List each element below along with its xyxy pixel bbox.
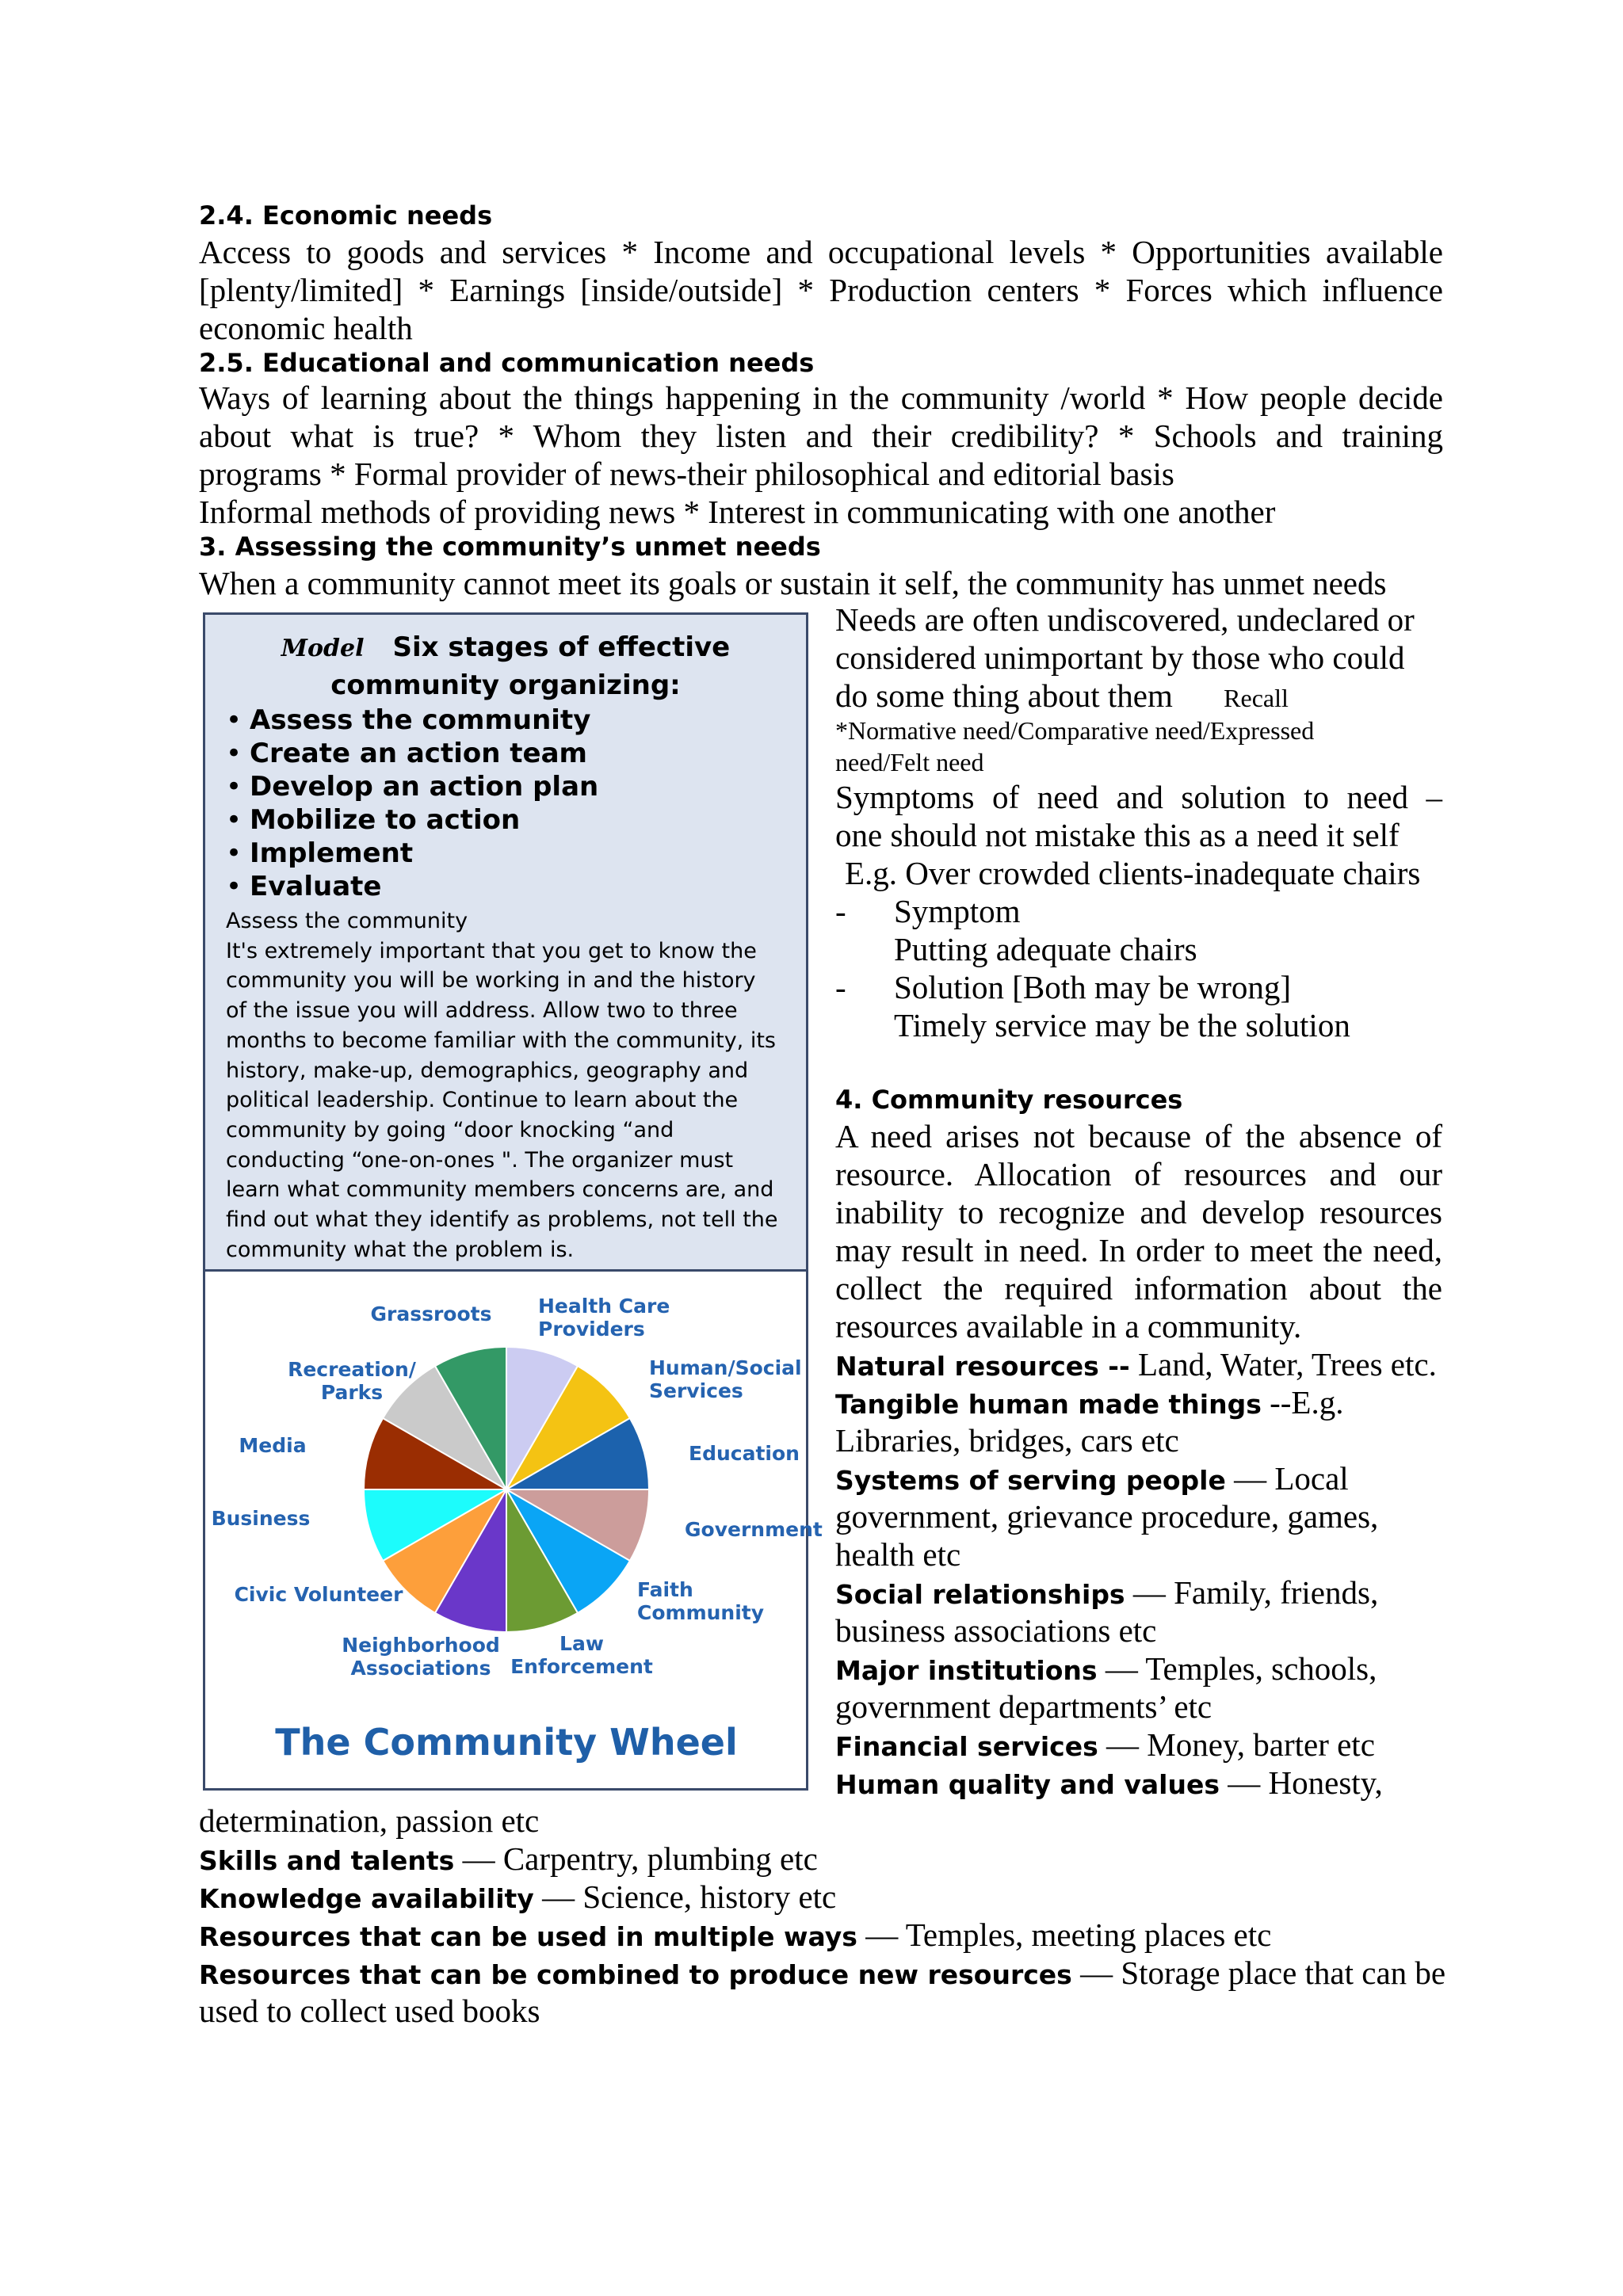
resource-text: --E.g. bbox=[1261, 1384, 1344, 1421]
resource-label: Major institutions bbox=[835, 1655, 1098, 1686]
resource-item bbox=[835, 1383, 1343, 1424]
economic-needs-line-3: economic health bbox=[199, 310, 413, 346]
resources-line-1: A need arises not because of the absence of bbox=[835, 1118, 1442, 1154]
symptom-label: Symptom bbox=[894, 893, 1021, 929]
resource-text: health etc bbox=[835, 1536, 961, 1573]
resources-line-2: resource. Allocation of resources and our bbox=[835, 1156, 1442, 1192]
model-title-line-1 bbox=[205, 629, 806, 667]
box-body-line: community what the problem is. bbox=[226, 1237, 575, 1262]
resource-text: — Temples, schools, bbox=[1097, 1650, 1377, 1687]
box-body-line: political leadership. Continue to learn about the bbox=[226, 1088, 739, 1113]
resource-label: Financial services bbox=[835, 1731, 1098, 1762]
box-body-line: community you will be working in and the history bbox=[226, 968, 756, 994]
resource-text: — Carpentry, plumbing etc bbox=[454, 1840, 818, 1877]
stage-item: • Develop an action plan bbox=[226, 770, 806, 803]
resource-continuation: determination, passion etc bbox=[199, 1802, 540, 1839]
resource-item bbox=[199, 1992, 540, 2032]
stage-item: • Mobilize to action bbox=[226, 803, 806, 837]
resource-item bbox=[835, 1535, 960, 1576]
educational-needs-line-2: about what is true? * Whom they listen and their credibility? * Schools and training bbox=[199, 418, 1443, 454]
economic-needs-line-2: [plenty/limited] * Earnings [inside/outside] * Production centers * Forces which influence bbox=[199, 272, 1443, 308]
model-title-text: Six stages of effective bbox=[392, 631, 731, 663]
model-title-line-2: community organizing: bbox=[330, 669, 681, 701]
resource-text: business associations etc bbox=[835, 1612, 1157, 1649]
need-types-line-2: need/Felt need bbox=[835, 748, 984, 776]
resource-item bbox=[835, 1345, 1437, 1386]
stage-item: • Evaluate bbox=[226, 870, 806, 903]
model-box bbox=[203, 612, 808, 1272]
resource-text: used to collect used books bbox=[199, 1993, 540, 2029]
resource-item bbox=[199, 1840, 818, 1880]
resource-item bbox=[835, 1726, 1375, 1766]
need-types-line-1: *Normative need/Comparative need/Expressed bbox=[835, 716, 1315, 745]
resource-text: — Money, barter etc bbox=[1098, 1726, 1375, 1763]
resource-text: government departments’ etc bbox=[835, 1688, 1212, 1725]
educational-needs-line-3: programs * Formal provider of news-their philosophical and editorial basis bbox=[199, 456, 1174, 492]
wheel-label: Civic Volunteer bbox=[234, 1583, 403, 1606]
putting-chairs: Putting adequate chairs bbox=[894, 931, 1197, 967]
resource-label: Knowledge availability bbox=[199, 1883, 534, 1914]
resource-label: Resources that can be combined to produce new resources bbox=[199, 1959, 1072, 1990]
box-body-line: community by going “door knocking “and bbox=[226, 1117, 674, 1142]
example-line: E.g. Over crowded clients-inadequate chairs bbox=[845, 855, 1421, 891]
stage-item: • Create an action team bbox=[226, 737, 806, 770]
symptoms-line-1: Symptoms of need and solution to need – bbox=[835, 779, 1442, 815]
resource-label: Social relationships bbox=[835, 1579, 1125, 1610]
right-line-2: considered unimportant by those who could bbox=[835, 639, 1405, 676]
wheel-label: Health Care Providers bbox=[538, 1295, 670, 1341]
box-body-line: learn what community members concerns are, and bbox=[226, 1177, 774, 1203]
resource-item bbox=[835, 1459, 1349, 1500]
wheel-label: Grassroots bbox=[370, 1302, 492, 1325]
stages-list bbox=[226, 704, 806, 903]
recall-label: Recall bbox=[1224, 684, 1289, 712]
stage-item: • Implement bbox=[226, 837, 806, 870]
resource-item bbox=[199, 1954, 1445, 1994]
resource-text: — Temples, meeting places etc bbox=[857, 1917, 1272, 1953]
timely-service: Timely service may be the solution bbox=[894, 1007, 1350, 1043]
educational-needs-line-1: Ways of learning about the things happening in the community /world * How people decide bbox=[199, 379, 1443, 416]
resource-text: — Storage place that can be bbox=[1071, 1955, 1446, 1991]
wheel-label: Business bbox=[211, 1507, 311, 1530]
box-body-line: find out what they identify as problems, not tell the bbox=[226, 1207, 778, 1233]
resources-line-6: resources available in a community. bbox=[835, 1308, 1302, 1344]
resource-item bbox=[835, 1688, 1212, 1728]
heading-unmet-needs: 3. Assessing the community’s unmet needs bbox=[199, 532, 821, 562]
box-body-line: history, make-up, demographics, geography and bbox=[226, 1058, 749, 1083]
resource-label: Natural resources -- bbox=[835, 1351, 1130, 1382]
heading-community-resources: 4. Community resources bbox=[835, 1085, 1183, 1115]
wheel-label: Media bbox=[239, 1434, 307, 1457]
resource-text: — Family, friends, bbox=[1125, 1574, 1379, 1611]
resource-text: — Honesty, bbox=[1220, 1764, 1383, 1801]
educational-needs-line-4: Informal methods of providing news * Interest in communicating with one another bbox=[199, 494, 1276, 530]
community-wheel-chart bbox=[205, 1272, 823, 1788]
right-line-1: Needs are often undiscovered, undeclared or bbox=[835, 601, 1415, 638]
resource-text: Libraries, bridges, cars etc bbox=[835, 1422, 1179, 1459]
resource-text: Land, Water, Trees etc. bbox=[1129, 1346, 1437, 1383]
chart-title: The Community Wheel bbox=[275, 1721, 738, 1764]
solution-label: Solution [Both may be wrong] bbox=[894, 969, 1292, 1005]
box-body-line: conducting “one-on-ones ". The organizer must bbox=[226, 1147, 734, 1173]
right-line-3 bbox=[835, 677, 1289, 715]
box-subheading: Assess the community bbox=[226, 909, 468, 933]
box-body-line: It's extremely important that you get to know the bbox=[226, 938, 757, 963]
resource-item bbox=[199, 1916, 1271, 1956]
resource-label: Human quality and values bbox=[835, 1769, 1220, 1800]
resources-line-5: collect the required information about the bbox=[835, 1270, 1442, 1306]
resource-text: government, grievance procedure, games, bbox=[835, 1498, 1379, 1535]
model-word: Model bbox=[281, 635, 365, 662]
resource-text: — Science, history etc bbox=[533, 1878, 837, 1915]
resource-item bbox=[199, 1878, 836, 1918]
resource-item bbox=[835, 1650, 1377, 1690]
right-line-3-text: do some thing about them bbox=[835, 677, 1173, 714]
resource-item bbox=[835, 1497, 1378, 1538]
resource-item bbox=[835, 1764, 1383, 1804]
wheel-label: Recreation/ Parks bbox=[288, 1358, 416, 1404]
box-body-line: of the issue you will address. Allow two to three bbox=[226, 998, 738, 1024]
wheel-label: Neighborhood Associations bbox=[342, 1634, 500, 1680]
resource-item bbox=[835, 1421, 1179, 1462]
symptoms-line-2: one should not mistake this as a need it self bbox=[835, 817, 1400, 853]
resource-text: — Local bbox=[1225, 1460, 1349, 1497]
dash-2: - bbox=[835, 969, 846, 1005]
resource-item bbox=[835, 1611, 1156, 1652]
heading-educational-needs: 2.5. Educational and communication needs bbox=[199, 348, 815, 378]
resource-label: Resources that can be used in multiple ways bbox=[199, 1921, 857, 1952]
resource-label: Systems of serving people bbox=[835, 1465, 1226, 1496]
resource-label: Tangible human made things bbox=[835, 1389, 1262, 1420]
wheel-label: Education bbox=[689, 1442, 800, 1465]
resource-label: Skills and talents bbox=[199, 1845, 455, 1876]
wheel-label: Law Enforcement bbox=[510, 1632, 653, 1678]
community-wheel-box bbox=[203, 1269, 823, 1791]
economic-needs-line-1: Access to goods and services * Income and occupational levels * Opportunities available bbox=[199, 234, 1443, 270]
unmet-needs-intro: When a community cannot meet its goals or sustain it self, the community has unmet needs bbox=[199, 565, 1387, 601]
wheel-label: Faith Community bbox=[637, 1578, 765, 1624]
stage-item: • Assess the community bbox=[226, 704, 806, 737]
resources-line-4: may result in need. In order to meet the need, bbox=[835, 1232, 1442, 1268]
box-body-line: months to become familiar with the community, its bbox=[226, 1028, 776, 1053]
wheel-label: Human/Social Services bbox=[649, 1356, 802, 1402]
dash-1: - bbox=[835, 893, 846, 929]
resources-line-3: inability to recognize and develop resources bbox=[835, 1194, 1442, 1230]
wheel-label: Government bbox=[685, 1518, 823, 1541]
resource-item bbox=[835, 1573, 1378, 1614]
heading-economic-needs: 2.4. Economic needs bbox=[199, 200, 493, 231]
